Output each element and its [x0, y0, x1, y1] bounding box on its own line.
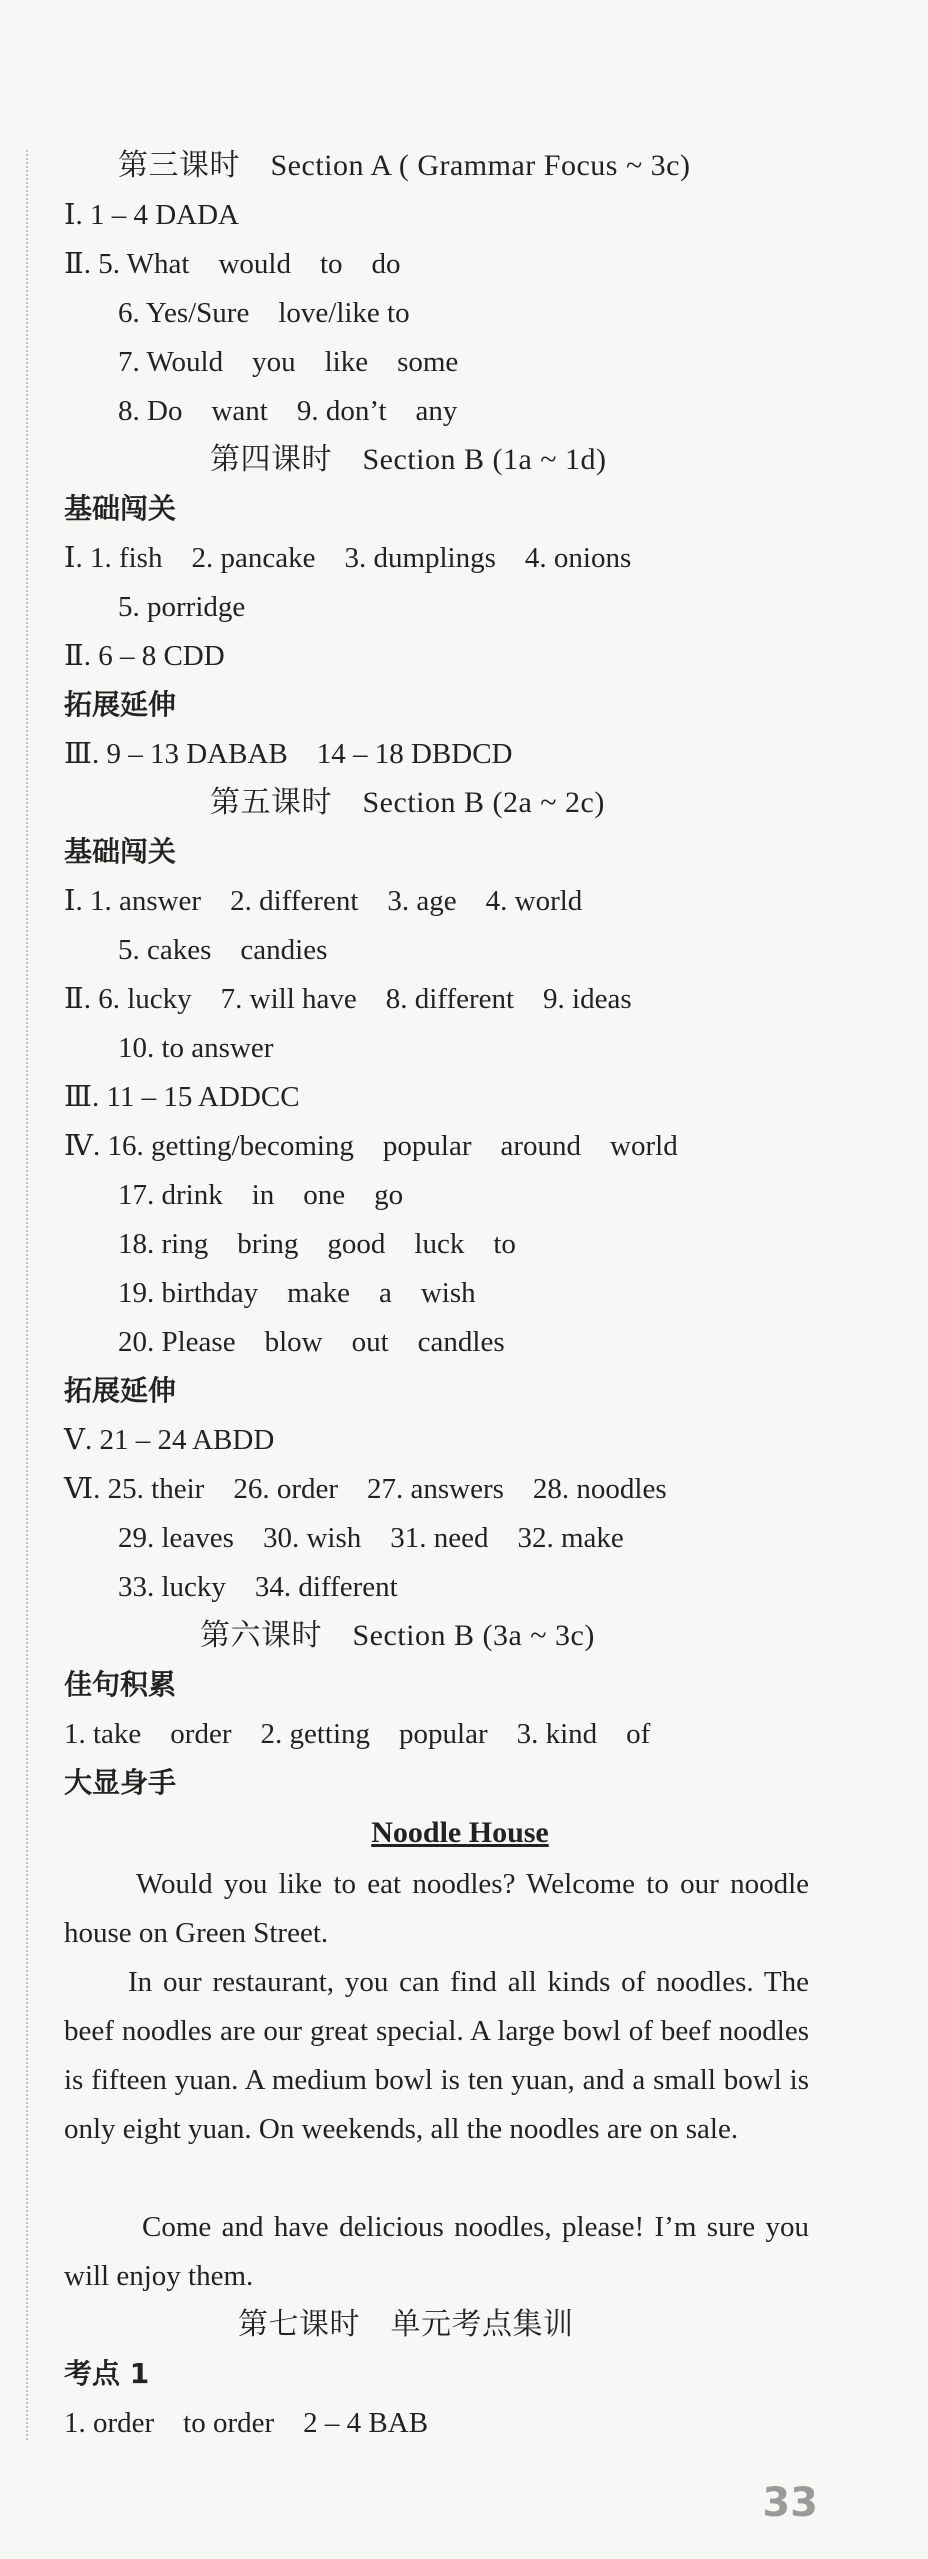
answer-line: 6. Yes/Sure love/like to [118, 297, 410, 329]
essay-paragraph-2: In our restaurant, you can find all kinds of noodles. The beef noodles are our great special. A large bowl of beef noodles is fifteen yuan. A medium bowl is ten yuan, and a small bowl is only eight yuan. On weekends, all the noodles are on sale. [64, 1966, 809, 2145]
answer-line: 18. ring bring good luck to [118, 1228, 516, 1260]
section-label-basic: 基础闯关 [64, 492, 177, 525]
answer-line: 17. drink in one go [118, 1179, 404, 1211]
answer-line: Ⅳ. 16. getting/becoming popular around world [64, 1130, 678, 1162]
answer-line: Ⅱ. 6. lucky 7. will have 8. different 9. ideas [64, 983, 632, 1015]
answer-line: Ⅱ. 5. What would to do [64, 248, 401, 280]
answer-line: 10. to answer [118, 1032, 274, 1064]
section-label-extension: 拓展延伸 [64, 1374, 177, 1407]
lesson7-heading: 第七课时 单元考点集训 [238, 2308, 574, 2341]
answer-line: Ⅴ. 21 – 24 ABDD [64, 1424, 275, 1456]
essay-paragraph-1: Would you like to eat noodles? Welcome to our noodle house on Green Street. [64, 1868, 809, 1949]
answer-line: 1. take order 2. getting popular 3. kind of [64, 1718, 651, 1750]
answer-line: Ⅰ. 1 – 4 DADA [64, 199, 239, 231]
answer-line: Ⅰ. 1. answer 2. different 3. age 4. world [64, 885, 583, 917]
essay-title: Noodle House [371, 1816, 549, 1849]
answer-line: Ⅲ. 11 – 15 ADDCC [64, 1081, 300, 1113]
answer-line: 5. porridge [118, 591, 246, 623]
lesson6-heading: 第六课时 Section B (3a ~ 3c) [200, 1619, 595, 1652]
section-label-point: 考点 1 [64, 2357, 150, 2390]
answer-line: 8. Do want 9. don’t any [118, 395, 458, 427]
answer-line: Ⅱ. 6 – 8 CDD [64, 640, 225, 672]
margin-dotted-line [26, 150, 28, 2440]
answer-line: 19. birthday make a wish [118, 1277, 476, 1309]
section-label-extension: 拓展延伸 [64, 688, 177, 721]
answer-line: 20. Please blow out candles [118, 1326, 505, 1358]
answer-line: Ⅰ. 1. fish 2. pancake 3. dumplings 4. onions [64, 542, 632, 574]
answer-line: 33. lucky 34. different [118, 1571, 398, 1603]
section-label-sentences: 佳句积累 [64, 1668, 177, 1701]
essay-paragraph-3: Come and have delicious noodles, please! I’m sure you will enjoy them. [64, 2211, 809, 2292]
answer-line: Ⅲ. 9 – 13 DABAB 14 – 18 DBDCD [64, 738, 513, 770]
lesson4-heading: 第四课时 Section B (1a ~ 1d) [210, 443, 607, 476]
lesson5-heading: 第五课时 Section B (2a ~ 2c) [210, 786, 605, 819]
answer-line: 29. leaves 30. wish 31. need 32. make [118, 1522, 624, 1554]
section-label-show: 大显身手 [64, 1766, 177, 1799]
answer-line: 7. Would you like some [118, 346, 459, 378]
answer-line: 5. cakes candies [118, 934, 328, 966]
page-number: 33 [762, 2480, 818, 2526]
section-label-basic: 基础闯关 [64, 835, 177, 868]
lesson3-heading: 第三课时 Section A ( Grammar Focus ~ 3c) [118, 149, 691, 182]
answer-line: Ⅵ. 25. their 26. order 27. answers 28. noodles [64, 1473, 667, 1505]
answer-line: 1. order to order 2 – 4 BAB [64, 2407, 429, 2439]
